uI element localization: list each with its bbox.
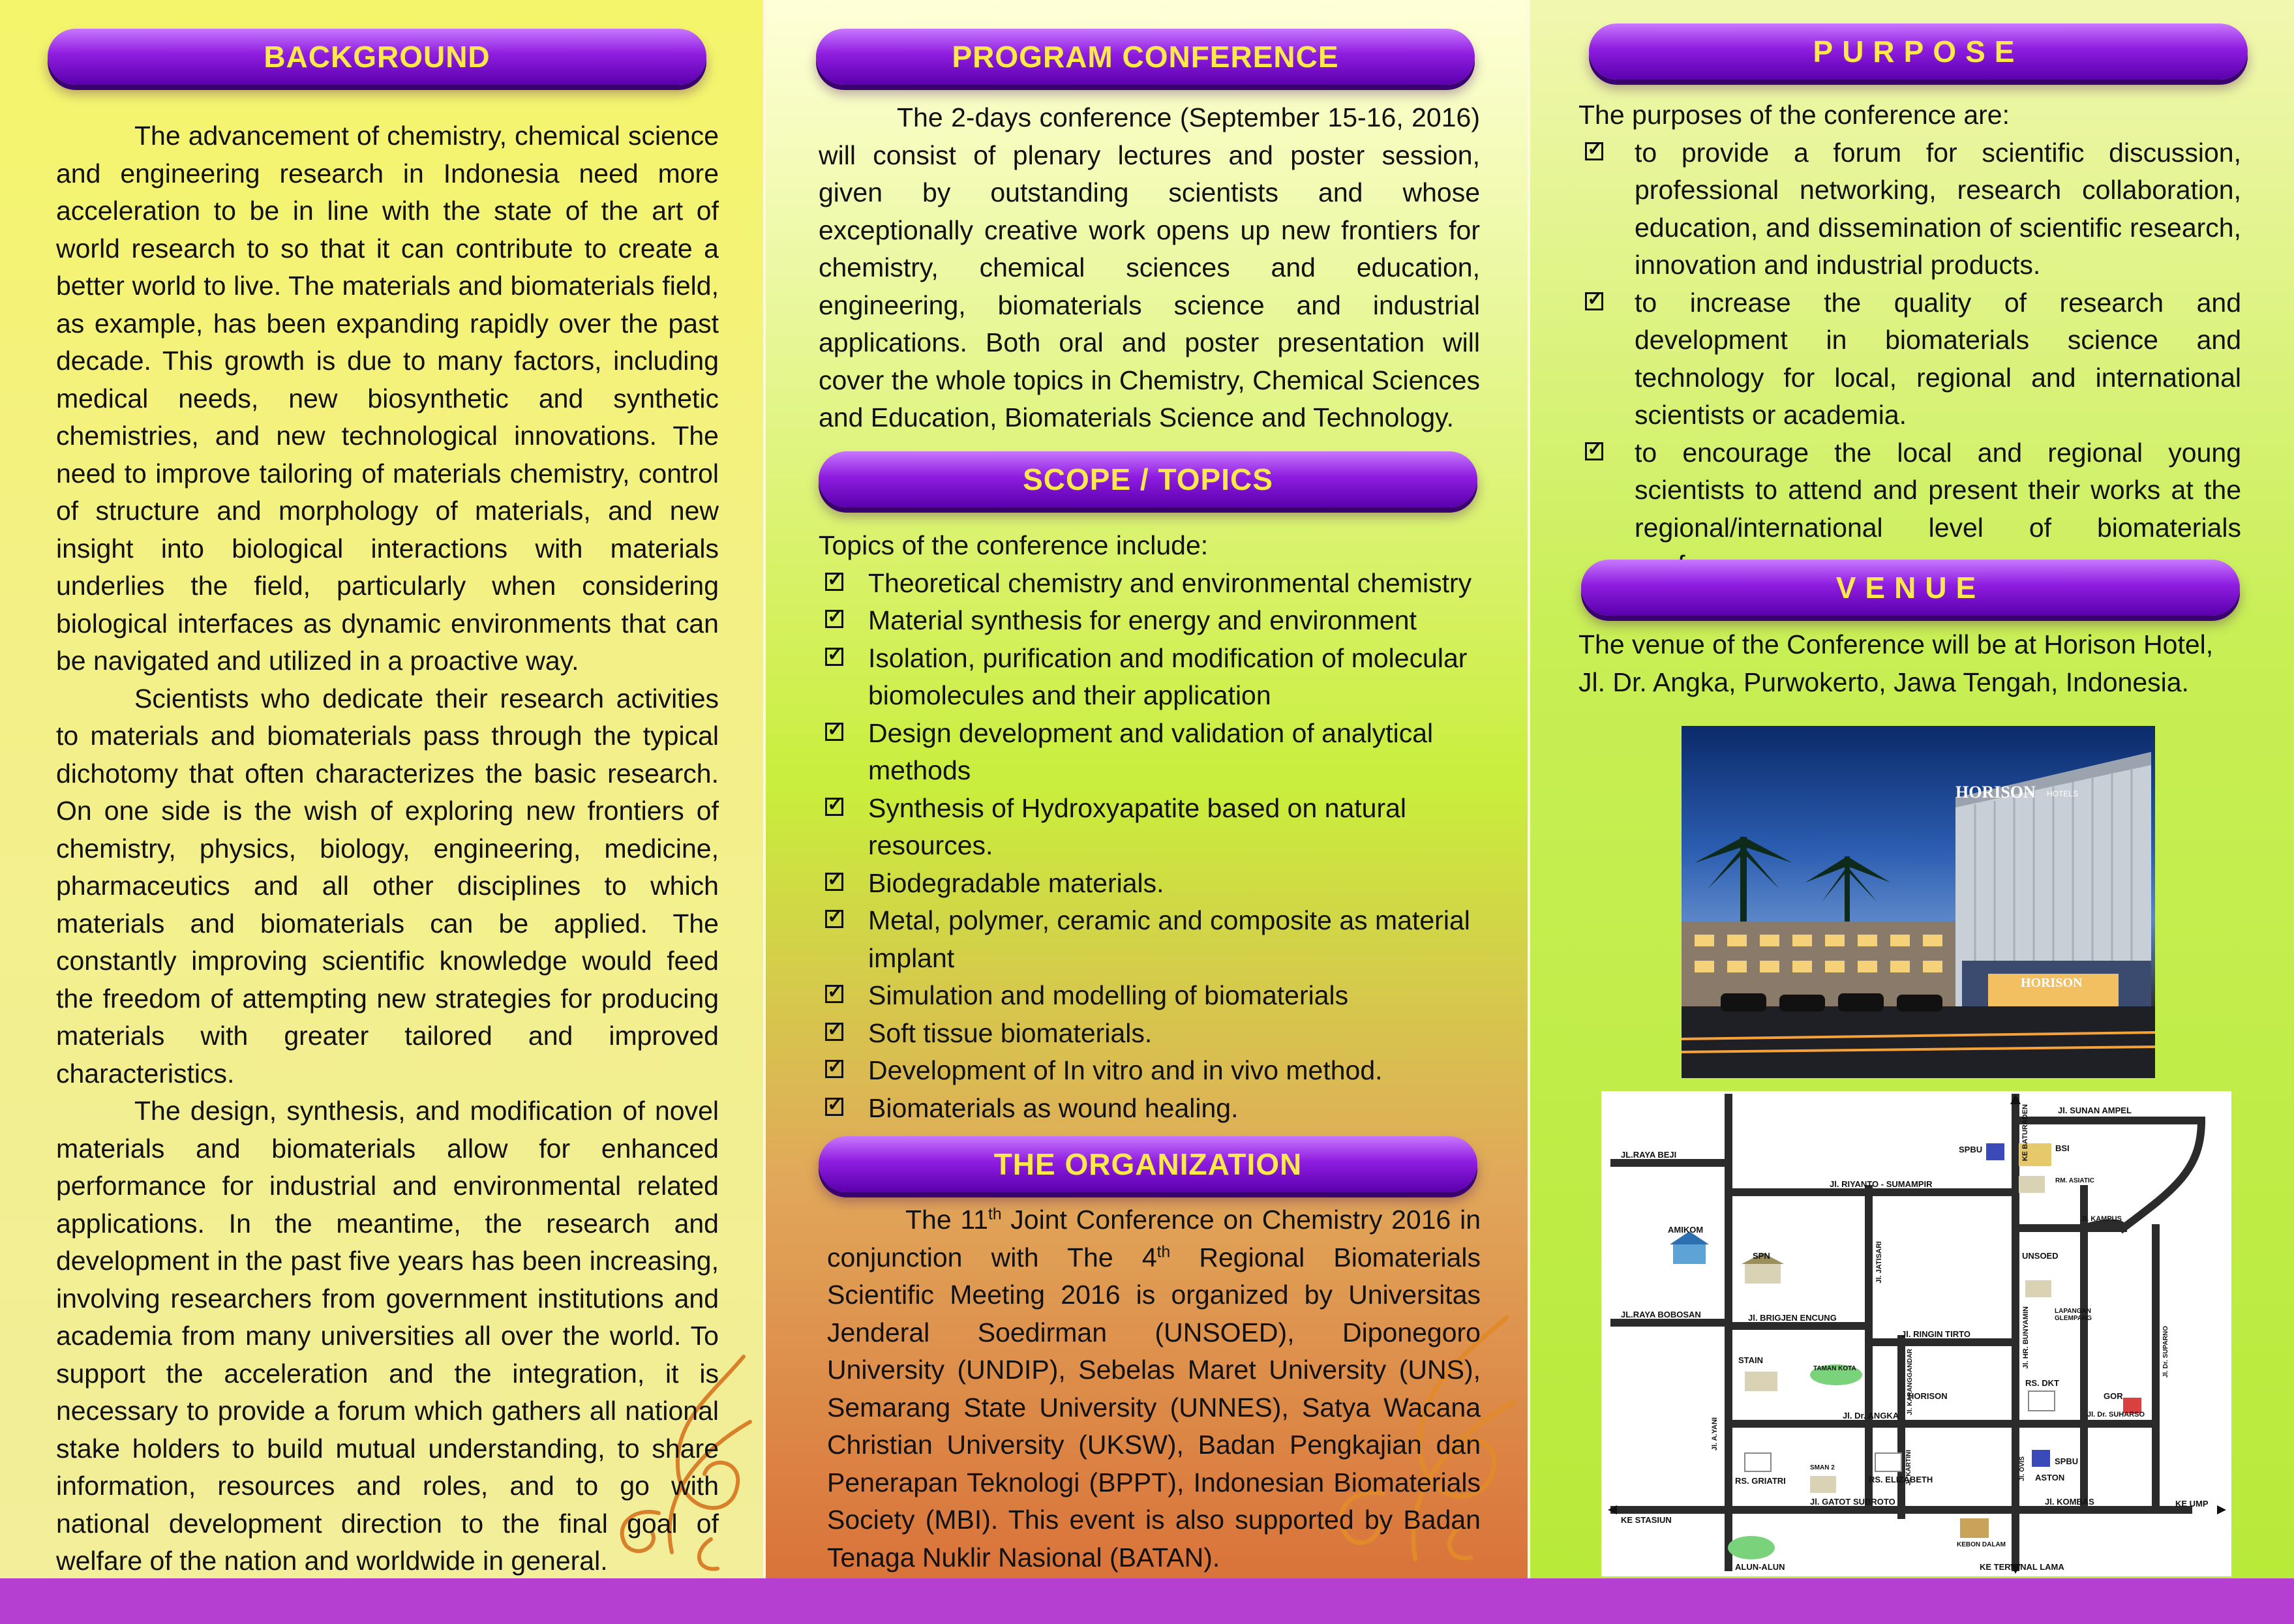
background-heading <box>48 29 706 85</box>
map-label: RS. ELIZABETH <box>1869 1475 1933 1484</box>
map-label: ASTON <box>2035 1473 2065 1482</box>
list-item: ✓ Material synthesis for energy and environment <box>819 602 1480 640</box>
program-heading <box>816 29 1475 85</box>
venue-text <box>1578 626 2263 701</box>
map-label: HORISON <box>1908 1391 1948 1401</box>
purpose-heading <box>1589 23 2248 80</box>
organization-paragraph: The 11th Joint Conference on Chemistry 2016 in conjunction with The 4th Regional Biomaterials Scientific Meeting 2016 is organized by Universitas Jenderal Soedirman (UNSOED), Diponegoro University (UNDIP), Sebelas Maret University (UNS), Semarang State University (UNNES), Satya Wacana Christian University (UKSW), Badan Pengkajian dan Penerapan Teknologi (BPPT), Indonesian Biomaterials Society (MBI). This event is also supported by Badan Tenaga Nuklir Nasional (BATAN). <box>827 1205 1481 1572</box>
list-item: ✓ Isolation, purification and modification of molecular biomolecules and their application <box>819 640 1480 715</box>
map-label: Jl. KARANGGANDAR <box>1907 1349 1914 1415</box>
map-label: Jl. RINGIN TIRTO <box>1901 1329 1970 1339</box>
list-item: ✓ to encourage the local and regional young scientists to attend and present their works at the regional/international level of biomaterials <box>1578 434 2241 584</box>
map-label: JL.RAYA BEJI <box>1621 1150 1677 1160</box>
map-label: RS. DKT <box>2025 1378 2059 1388</box>
map-label: Jl. HR. BUNYAMIN <box>2022 1306 2030 1369</box>
checkbox-icon <box>825 798 843 816</box>
organization-heading-label: THE ORGANIZATION <box>993 1147 1303 1181</box>
program-paragraph: The 2-days conference (September 15-16, 2016) will consist of plenary lectures and poster session, given by outstanding scientists and whose exceptionally creative work opens up new frontiers for chemistry, chemical sciences and education, engineering, biomaterials science and industrial applications. Both oral and poster presentation will cover the whole topics in Chemistry, Chemical Sciences and Education, Biomaterials Science and Technology. <box>819 102 1480 432</box>
list-item: ✓ Development of In vitro and in vivo method. <box>819 1052 1480 1090</box>
map-label: JL.RAYA BOBOSAN <box>1621 1310 1701 1319</box>
list-item: ✓ Synthesis of Hydroxyapatite based on natural resources. <box>819 790 1480 865</box>
checkbox-icon <box>825 1060 843 1078</box>
map-label: RM. ASIATIC <box>2055 1177 2094 1184</box>
venue-heading <box>1581 560 2240 616</box>
map-label: SPN <box>1753 1251 1770 1261</box>
map-label: KE UMP <box>2175 1499 2209 1509</box>
map-label: Jl. BRIGJEN ENCUNG <box>1748 1313 1837 1323</box>
hotel-sign-top: HORISON <box>1955 783 2036 802</box>
map-label: STAIN <box>1738 1355 1764 1365</box>
map-label: Jl. A.YANI <box>1711 1417 1719 1451</box>
checkbox-icon <box>825 873 843 891</box>
scope-heading-label: SCOPE / TOPICS <box>1023 462 1273 496</box>
list-item: ✓ Simulation and modelling of biomaterials <box>819 977 1480 1015</box>
map-label: Jl. SUNAN AMPEL <box>2058 1105 2132 1115</box>
map-label: UNSOED <box>2022 1251 2059 1261</box>
map-label: Jl. RIYANTO - SUMAMPIR <box>1830 1179 1933 1189</box>
checkbox-icon <box>1585 142 1603 160</box>
map-label: RS. GRIATRI <box>1735 1476 1786 1486</box>
venue-line: Jl. Dr. Angka, Purwokerto, Jawa Tengah, Indonesia. <box>1578 667 2189 697</box>
panel-divider <box>763 0 766 1578</box>
map-label: Jl. Dr. SUHARSO <box>2087 1411 2145 1419</box>
map-label: Jl. GATOT SUBROTO <box>1810 1497 1895 1507</box>
scope-text <box>819 527 1480 1127</box>
checkbox-icon <box>1585 442 1603 460</box>
venue-heading-label: VENUE <box>1835 571 1985 605</box>
map-label: Jl. KOMBAS <box>2045 1497 2094 1507</box>
background-paragraph: The design, synthesis, and modification of novel materials and biomaterials allow for enhanced performance for industrial and environmental related applications. In the meantime, the research and development in the past five years has been increasing, involving researchers from government institutions and academia from many universities all over the world. To support the acceleration and the integration, it is necessary to provide a forum which gathers all national stake holders to build mutual understanding, to share information, resources and roles, and to go with national development direction to the final goal of welfare of the nation and worldwide in general. <box>56 1096 719 1576</box>
program-heading-label: PROGRAM CONFERENCE <box>952 40 1339 74</box>
map-label: KE TERMINAL LAMA <box>1980 1562 2064 1572</box>
purpose-text <box>1578 97 2241 584</box>
program-text <box>819 99 1480 437</box>
location-map <box>1601 1091 2231 1576</box>
background-paragraph: Scientists who dedicate their research activities to materials and biomaterials pass through the typical dichotomy that often characterizes the basic research. On one side is the wish of exploring new frontiers of chemistry, physics, biology, engineering, medicine, pharmaceutics and all other disciplines to which materials and biomaterials can be applied. The constantly improving scientific knowledge would feed the freedom of attempting new strategies for producing materials with greater tailored and improved characteristics. <box>56 683 719 1089</box>
topic-list <box>819 565 1480 1128</box>
venue-line: The venue of the Conference will be at Horison Hotel, <box>1578 629 2214 659</box>
map-label: KEBON DALAM <box>1957 1541 2006 1548</box>
list-item: ✓ Biomaterials as wound healing. <box>819 1090 1480 1128</box>
list-item: ✓ Design development and validation of analytical methods <box>819 715 1480 790</box>
panel-divider <box>1528 0 1530 1578</box>
map-label: Jl. OVIS <box>2019 1456 2026 1481</box>
map-label: KE BATURADEN <box>2021 1104 2029 1162</box>
map-label: GOR <box>2104 1391 2123 1401</box>
map-label: SPBU <box>1959 1145 1983 1154</box>
map-label: AMIKOM <box>1668 1225 1704 1235</box>
map-label: BSI <box>2055 1143 2070 1153</box>
purpose-heading-label: PURPOSE <box>1813 35 2024 68</box>
map-label: Jl. Dr. ANGKA <box>1843 1411 1899 1421</box>
list-item: ✓ Biodegradable materials. <box>819 865 1480 903</box>
checkbox-icon <box>825 910 843 928</box>
map-label: SPBU <box>2055 1456 2079 1466</box>
purpose-list <box>1578 134 2241 584</box>
map-label: SMAN 2 <box>1810 1464 1835 1471</box>
hotel-photo <box>1682 726 2155 1078</box>
checkbox-icon <box>1585 292 1603 310</box>
organization-heading <box>819 1136 1477 1192</box>
scope-intro: Topics of the conference include: <box>819 530 1209 560</box>
checkbox-icon <box>825 610 843 628</box>
map-label: TAMAN KOTA <box>1813 1365 1856 1372</box>
checkbox-icon <box>825 1098 843 1116</box>
purpose-intro: The purposes of the conference are: <box>1578 100 2010 130</box>
background-paragraph: The advancement of chemistry, chemical science and engineering research in Indonesia need more acceleration to be in line with the state of the art of world research to so that it can contribute to create a better world to live. The materials and biomaterials field, as example, has been expanding rapidly over the past decade. This growth is due to many factors, including medical needs, new biosynthetic and synthetic chemistries, and new technological innovations. The need to improve tailoring of materials chemistry, control of structure and morphology of materials, and new insight into biological interactions with materials underlies the field, particularly when considering biological interfaces as dynamic environments that can be navigated and utilized in a proactive way. <box>56 121 719 676</box>
map-label: KE STASIUN <box>1621 1515 1672 1525</box>
bottom-bar <box>0 1578 2294 1624</box>
background-text <box>56 117 719 1580</box>
hotel-sign-top-small: HOTELS <box>2047 789 2079 798</box>
checkbox-icon <box>825 573 843 591</box>
checkbox-icon <box>825 1023 843 1041</box>
map-label: Jl. KARTINI <box>1905 1450 1912 1486</box>
list-item: ✓ to increase the quality of research and development in biomaterials science and technology for local, regional and international scientists or academia. <box>1578 284 2241 434</box>
map-label: Jl. KAMPUS <box>2081 1215 2122 1223</box>
hotel-illustration <box>1682 726 2155 1078</box>
list-item: ✓ Theoretical chemistry and environmental chemistry <box>819 565 1480 603</box>
checkbox-icon <box>825 985 843 1003</box>
list-item: ✓ Metal, polymer, ceramic and composite as material implant <box>819 902 1480 977</box>
map-label: ALUN-ALUN <box>1735 1562 1785 1572</box>
map-label: Jl. Dr. SUPARNO <box>2162 1326 2169 1378</box>
list-item: ✓ to provide a forum for scientific discussion, professional networking, research collaboration, education, and dissemination of scientific research, innovation and industrial products. <box>1578 134 2241 284</box>
map-label: Jl. JATISARI <box>1875 1241 1883 1284</box>
background-heading-label: BACKGROUND <box>264 40 490 74</box>
list-item: ✓ Soft tissue biomaterials. <box>819 1015 1480 1053</box>
organization-text <box>827 1201 1481 1576</box>
checkbox-icon <box>825 723 843 741</box>
map-label: LAPANGAN GLEMPANG <box>2055 1308 2092 1322</box>
checkbox-icon <box>825 648 843 666</box>
scope-heading <box>819 451 1477 507</box>
hotel-sign-front: HORISON <box>2021 976 2083 990</box>
